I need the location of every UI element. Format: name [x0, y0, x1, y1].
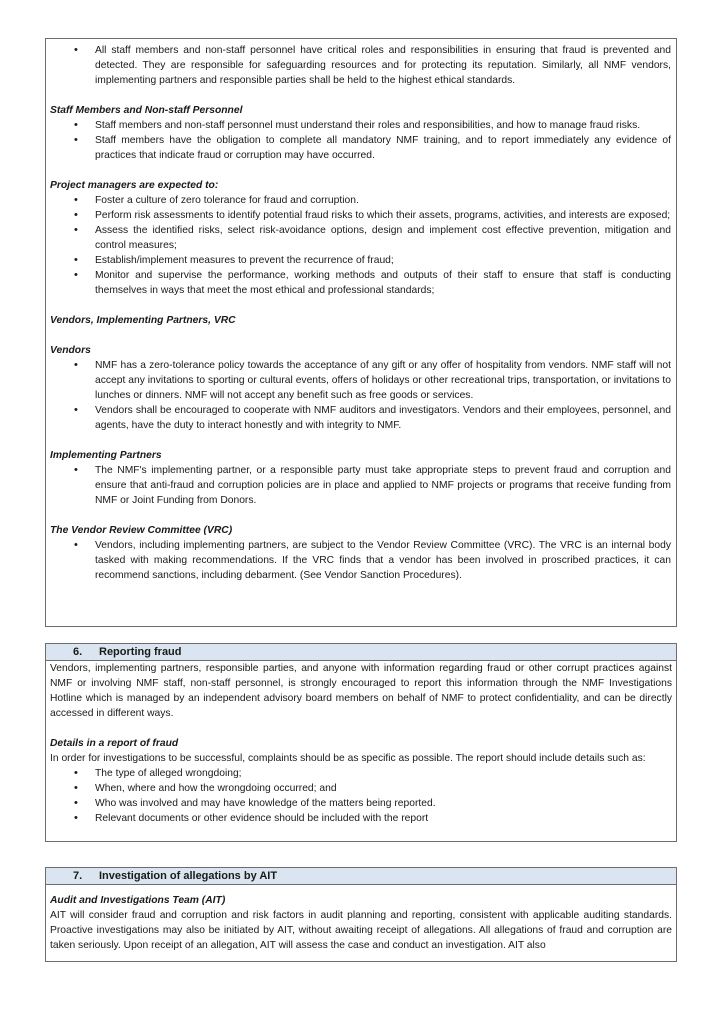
list-item: • When, where and how the wrongdoing occurred; and: [74, 782, 337, 794]
bullet-icon: •: [74, 767, 78, 779]
project-managers-heading: Project managers are expected to:: [50, 180, 219, 191]
section-investigation: [45, 867, 677, 962]
list-item: • Assess the identified risks, select risk-avoidance options, design and implement cost effective prevention, mitigation and control measures;: [74, 224, 671, 251]
bullet-icon: •: [74, 359, 78, 371]
bullet-icon: •: [74, 464, 78, 476]
list-item: • Foster a culture of zero tolerance for fraud and corruption.: [74, 194, 359, 206]
list-item: • The type of alleged wrongdoing;: [74, 767, 242, 779]
bullet-icon: •: [74, 119, 78, 131]
list-item: • Relevant documents or other evidence should be included with the report: [74, 812, 429, 824]
staff-bullet-list: [50, 118, 671, 163]
reporting-intro: Vendors, implementing partners, responsible parties, and anyone with information regarding fraud or other corrupt practices against NMF or involving NMF staff, non-staff personnel, is strongly encouraged to report this information through the NMF Investigations Hotline which is managed by an independent advisory board members on behalf of NMF to protect confidentiality, and can be directly accessed in different ways.: [50, 663, 672, 719]
vendors-heading: Vendors: [50, 345, 91, 356]
bullet-icon: •: [74, 539, 78, 551]
vrc-bullet-list: [50, 538, 671, 583]
details-bullet-list: [50, 766, 672, 826]
intro-bullet-list: [50, 43, 671, 88]
bullet-icon: •: [74, 44, 78, 56]
policy-box-responsibilities: [45, 38, 677, 627]
section-number: 6.: [73, 646, 83, 658]
bullet-icon: •: [74, 782, 78, 794]
implementing-partners-heading: Implementing Partners: [50, 450, 162, 461]
ait-text: AIT will consider fraud and corruption and risk factors in audit planning and reporting, consistent with applicable auditing standards. Proactive investigations may also be initiated by AIT, without awaiting receipt of allegations. All allegations of fraud and corruption are taken seriously. Upon receipt of an allegation, AIT will assess the case and conduct an investigation. AIT also: [50, 910, 672, 951]
list-item: • The NMF's implementing partner, or a responsible party must take appropriate steps to prevent fraud and corruption and ensure that anti-fraud and corruption policies are in place and applied to NMF projects or programs that receive funding from NMF or Joint Funding from Donors.: [74, 464, 671, 506]
list-item: • Who was involved and may have knowledge of the matters being reported.: [74, 797, 436, 809]
bullet-icon: •: [74, 404, 78, 416]
list-item: • All staff members and non-staff personnel have critical roles and responsibilities in ensuring that fraud is prevented and detected. They are responsible for safeguarding resources and for protecting its reputation. Similarly, all NMF vendors, implementing partners and responsible parties shall be held to the highest ethical standards.: [74, 44, 671, 86]
list-item: • NMF has a zero-tolerance policy towards the acceptance of any gift or any offer of hospitality from vendors. NMF staff will not accept any invitations to sporting or cultural events, offers of holidays or other recreational trips, transportation, or invitations to lunches or dinners. NMF will not accept any benefit such as free goods or services.: [74, 359, 671, 401]
list-item: • Vendors, including implementing partners, are subject to the Vendor Review Committee (VRC). The VRC is an internal body tasked with making recommendations. If the VRC finds that a vendor has been involved in proscribed practices, it can recommend sanctions, including debarment. (See Vendor Sanction Procedures).: [74, 539, 671, 581]
vrc-heading: The Vendor Review Committee (VRC): [50, 525, 233, 536]
bullet-icon: •: [74, 269, 78, 281]
section-number: 7.: [73, 870, 83, 882]
bullet-icon: •: [74, 254, 78, 266]
details-text: In order for investigations to be successful, complaints should be as specific as possible. The report should include details such as:: [50, 753, 646, 764]
section-header: [46, 644, 676, 661]
list-item: • Monitor and supervise the performance, working methods and outputs of their staff to ensure that staff is conducting themselves in ways that meet the most ethical and professional standards;: [74, 269, 671, 296]
list-item: • Staff members and non-staff personnel must understand their roles and responsibilities, and how to manage fraud risks.: [74, 119, 641, 131]
bullet-icon: •: [74, 134, 78, 146]
vendors-partners-vrc-heading: Vendors, Implementing Partners, VRC: [50, 315, 236, 326]
list-item: • Staff members have the obligation to complete all mandatory NMF training, and to report immediately any evidence of practices that indicate fraud or corruption may have occurred.: [74, 134, 671, 161]
vendors-bullet-list: [50, 358, 671, 433]
details-heading: Details in a report of fraud: [50, 738, 179, 749]
section-header: [46, 868, 676, 885]
section-title: Reporting fraud: [99, 646, 182, 658]
ait-heading: Audit and Investigations Team (AIT): [50, 895, 226, 906]
list-item: • Vendors shall be encouraged to cooperate with NMF auditors and investigators. Vendors and their employees, personnel, and agents, have the duty to interact honestly and with integrity to NMF.: [74, 404, 671, 431]
list-item: • Perform risk assessments to identify potential fraud risks to which their assets, programs, activities, and interests are exposed;: [74, 209, 671, 221]
section-reporting-fraud: [45, 643, 677, 842]
implementing-partners-bullet-list: [50, 463, 671, 508]
bullet-icon: •: [74, 224, 78, 236]
bullet-icon: •: [74, 797, 78, 809]
project-managers-bullet-list: [50, 193, 671, 298]
bullet-icon: •: [74, 209, 78, 221]
bullet-icon: •: [74, 194, 78, 206]
section-title: Investigation of allegations by AIT: [99, 870, 278, 882]
staff-heading: Staff Members and Non-staff Personnel: [50, 105, 243, 116]
bullet-icon: •: [74, 812, 78, 824]
list-item: • Establish/implement measures to prevent the recurrence of fraud;: [74, 254, 394, 266]
